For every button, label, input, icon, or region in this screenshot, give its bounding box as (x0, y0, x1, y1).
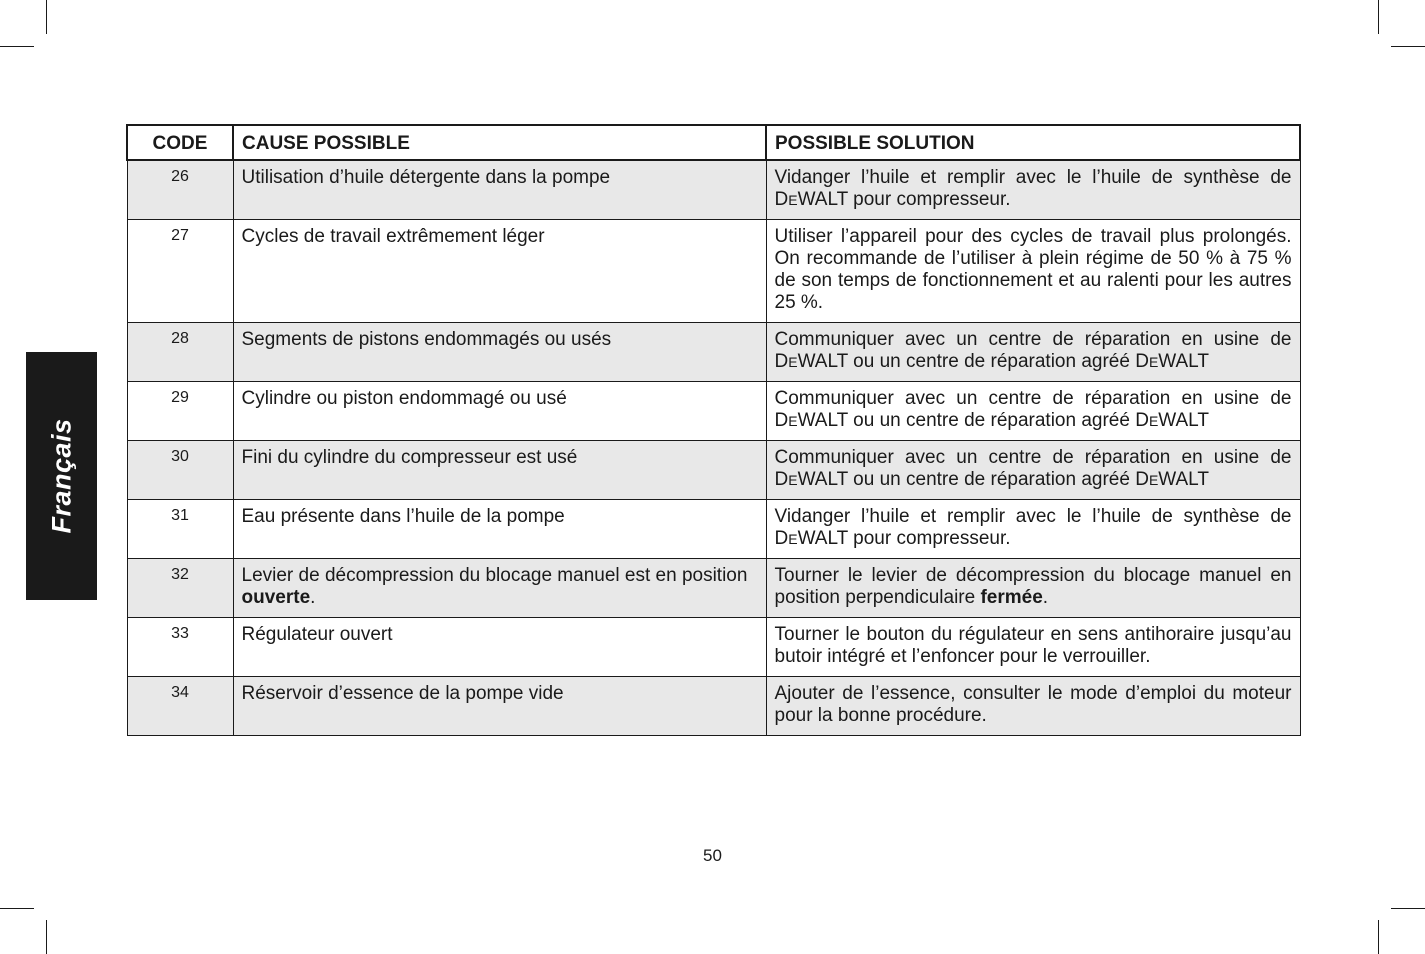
solution-cell: Ajouter de l’essence, consulter le mode d’emploi du moteur pour la bonne procédure. (766, 677, 1300, 736)
table-row (127, 382, 1300, 441)
code-cell: 28 (127, 323, 233, 382)
crop-mark (1378, 0, 1379, 34)
crop-mark (1378, 920, 1379, 954)
page-number: 50 (703, 846, 722, 865)
cause-cell: Utilisation d’huile détergente dans la pompe (233, 160, 766, 220)
crop-mark (0, 46, 34, 47)
code-cell: 29 (127, 382, 233, 441)
cause-cell: Levier de décompression du blocage manuel est en position ouverte. (233, 559, 766, 618)
cause-cell: Fini du cylindre du compresseur est usé (233, 441, 766, 500)
table-row (127, 500, 1300, 559)
code-cell: 31 (127, 500, 233, 559)
header-code: CODE (127, 125, 233, 160)
code-cell: 27 (127, 220, 233, 323)
solution-cell: Vidanger l’huile et remplir avec le l’huile de synthèse de DEWALT pour compresseur. (766, 500, 1300, 559)
crop-mark (46, 920, 47, 954)
cause-cell: Réservoir d’essence de la pompe vide (233, 677, 766, 736)
header-cause: CAUSE POSSIBLE (233, 125, 766, 160)
solution-cell: Communiquer avec un centre de réparation en usine de DEWALT ou un centre de réparation agréé DEWALT (766, 441, 1300, 500)
code-cell: 32 (127, 559, 233, 618)
code-cell: 33 (127, 618, 233, 677)
cause-cell: Cylindre ou piston endommagé ou usé (233, 382, 766, 441)
code-cell: 30 (127, 441, 233, 500)
table-row (127, 559, 1300, 618)
table-row (127, 220, 1300, 323)
solution-cell: Tourner le levier de décompression du blocage manuel en position perpendiculaire fermée. (766, 559, 1300, 618)
crop-mark (1391, 46, 1425, 47)
solution-cell: Communiquer avec un centre de réparation en usine de DEWALT ou un centre de réparation agréé DEWALT (766, 382, 1300, 441)
code-cell: 26 (127, 160, 233, 220)
language-side-tab (26, 352, 97, 600)
cause-cell: Cycles de travail extrêmement léger (233, 220, 766, 323)
table-row (127, 441, 1300, 500)
solution-cell: Communiquer avec un centre de réparation en usine de DEWALT ou un centre de réparation agréé DEWALT (766, 323, 1300, 382)
table-row (127, 160, 1300, 220)
solution-cell: Vidanger l’huile et remplir avec le l’huile de synthèse de DEWALT pour compresseur. (766, 160, 1300, 220)
table-row (127, 618, 1300, 677)
troubleshooting-table (126, 124, 1301, 736)
header-solution: POSSIBLE SOLUTION (766, 125, 1300, 160)
solution-cell: Tourner le bouton du régulateur en sens antihoraire jusqu’au butoir intégré et l’enfoncer pour le verrouiller. (766, 618, 1300, 677)
table-row (127, 677, 1300, 736)
table-row (127, 323, 1300, 382)
cause-cell: Eau présente dans l’huile de la pompe (233, 500, 766, 559)
code-cell: 34 (127, 677, 233, 736)
cause-cell: Segments de pistons endommagés ou usés (233, 323, 766, 382)
crop-mark (0, 908, 34, 909)
table-header-row (127, 125, 1300, 160)
language-label: Français (46, 418, 76, 534)
cause-cell: Régulateur ouvert (233, 618, 766, 677)
crop-mark (1391, 908, 1425, 909)
solution-cell: Utiliser l’appareil pour des cycles de travail plus prolongés. On recommande de l’utiliser à plein régime de 50 % à 75 % de son temps de fonctionnement et au ralenti pour les autres 25 %. (766, 220, 1300, 323)
crop-mark (46, 0, 47, 34)
